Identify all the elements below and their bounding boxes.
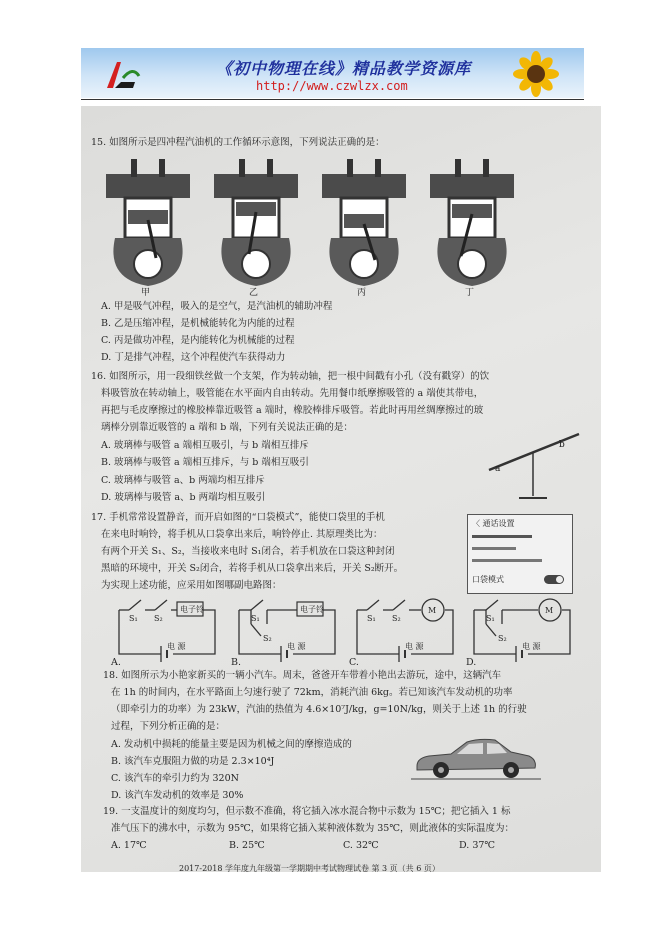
q16-line-1: 16. 如图所示，用一段细铁丝做一个支架，作为转动轴，把一根中间戳有小孔（没有戳穿）的饮 [91,371,490,382]
q17-line-5: 为实现上述功能，应采用如图哪副电路图： [101,580,282,591]
q18-line-2: 在 1h 的时间内，在水平路面上匀速行驶了 72km，消耗汽油 6kg。若已知该汽车发动机的功率 [111,687,513,698]
q18-option-c: C. 该汽车的牵引力约为 320N [111,773,239,784]
q19-option-b: B. 25℃ [229,840,265,851]
q17-line-4: 黑暗的环境中，开关 S₂闭合，若将手机从口袋拿出来后，开关 S₂断开。 [101,563,404,574]
q19-option-a: A. 17℃ [111,840,147,851]
circuit-b-power: 电 源 [287,642,306,651]
circuit-d [466,596,576,662]
engine-label-yi: 乙 [249,288,259,298]
header-rule [81,99,584,100]
engine-yi-icon [214,159,298,286]
circuit-d-motor: M [545,606,554,615]
phone-pocket-mode-label: 口袋模式 [472,575,504,584]
phone-line [472,559,542,562]
q17-line-1: 17. 手机常常设置静音，而开启如图的“口袋模式”，能使口袋里的手机 [91,512,385,523]
q19-line-1: 19. 一支温度计的刻度均匀，但示数不准确，将它插入冰水混合物中示数为 15℃；把它插入 1 标 [103,806,511,817]
q15-option-a: A. 甲是吸气冲程，吸入的是空气，是汽油机的辅助冲程 [101,301,333,312]
q18-option-b: B. 该汽车克服阻力做的功是 2.3×10⁴J [111,756,275,767]
phone-settings-screen [467,514,573,594]
phone-line [472,535,532,538]
circuit-d-s2: S₂ [498,634,507,643]
circuit-b [231,596,341,662]
site-logo-icon [103,58,141,92]
q15-option-d: D. 丁是排气冲程，这个冲程使汽车获得动力 [101,352,286,363]
banner-url[interactable]: http://www.czwlzx.com [256,79,408,93]
sunflower-icon [506,50,566,97]
pocket-mode-toggle[interactable] [544,575,564,584]
engine-label-jia: 甲 [141,288,151,298]
page-footer: 2017-2018 学年度九年级第一学期期中考试物理试卷 第 3 页（共 6 页） [179,864,440,872]
car-icon [411,732,541,782]
engine-jia-icon [106,159,190,286]
q19-line-2: 准气压下的沸水中，示数为 95℃，如果将它插入某种液体数为 35℃，则此液体的实际温度为： [111,823,514,834]
phone-back-label: 〈 通话设置 [472,519,515,528]
q18-line-1: 18. 如图所示为小艳家新买的一辆小汽车。周末，爸爸开车带着小艳出去游玩，途中，这辆汽车 [103,670,502,681]
circuit-a-s1: S₁ [129,614,138,623]
q19-option-c: C. 32℃ [343,840,379,851]
q15-option-c: C. 丙是做功冲程，是内能转化为机械能的过程 [101,335,295,346]
q17-line-2: 在来电时响铃，将手机从口袋拿出来后，响铃停止. 其原理类比为： [101,529,383,540]
q18-option-d: D. 该汽车发动机的效率是 30% [111,790,244,801]
q17-line-3: 有两个开关 S₁、S₂，当接收来电时 S₁闭合，若手机放在口袋这种封闭 [101,546,395,557]
circuit-c-power: 电 源 [405,642,424,651]
circuit-c-s1: S₁ [367,614,376,623]
engine-bing-icon [322,159,406,286]
circuit-d-letter: D. [466,657,477,668]
circuit-c-letter: C. [349,657,359,668]
circuit-c [349,596,459,662]
engine-label-bing: 丙 [357,288,367,298]
circuit-b-s1: S₁ [251,614,260,623]
circuit-a [111,596,221,662]
q16-line-2: 料吸管放在转动轴上，吸管能在水平面内自由转动。先用餐巾纸摩擦吸管的 a 端使其带电， [101,388,484,399]
q18-option-a: A. 发动机中损耗的能量主要是因为机械之间的摩擦造成的 [111,739,352,750]
q15-option-b: B. 乙是压缩冲程，是机械能转化为内能的过程 [101,318,295,329]
engine-ding-icon [430,159,514,286]
circuit-b-s2: S₂ [263,634,272,643]
engine-label-ding: 丁 [465,288,475,298]
straw-label-a: a [495,464,501,474]
q16-option-d: D. 玻璃棒与吸管 a、b 两端均相互吸引 [101,492,266,503]
site-banner [81,48,584,98]
straw-label-b: b [559,440,565,450]
phone-line [472,547,516,550]
circuit-a-s2: S₂ [154,614,163,623]
engine-diagrams [101,154,521,294]
circuit-c-s2: S₂ [392,614,401,623]
circuit-b-load: 电子铃 [300,605,324,614]
q16-line-3: 再把与毛皮摩擦过的橡胶棒靠近吸管 a 端时，橡胶棒排斥吸管。若此时再用丝绸摩擦过的玻 [101,405,484,416]
exam-page-photo [81,106,601,872]
q18-line-4: 过程，下列分析正确的是： [111,721,226,732]
q19-option-d: D. 37℃ [459,840,496,851]
circuit-d-power: 电 源 [522,642,541,651]
circuit-c-motor: M [428,606,437,615]
circuit-b-letter: B. [231,657,242,668]
q16-option-b: B. 玻璃棒与吸管 a 端相互排斥，与 b 端相互吸引 [101,457,309,468]
q18-line-3: （即牵引力的功率）为 23kW，汽油的热值为 4.6×10⁷J/kg，g=10N/kg，则关于上述 1h 的行驶 [111,704,527,715]
q16-option-a: A. 玻璃棒与吸管 a 端相互吸引，与 b 端相互排斥 [101,440,309,451]
banner-title: 《初中物理在线》精品教学资源库 [216,59,472,78]
circuit-d-s1: S₁ [486,614,495,623]
circuit-a-load: 电子铃 [180,605,204,614]
circuit-a-letter: A. [111,657,121,668]
circuit-a-power: 电 源 [167,642,186,651]
q16-option-c: C. 玻璃棒与吸管 a、b 两端均相互排斥 [101,475,265,486]
q15-stem: 15. 如图所示是四冲程汽油机的工作循环示意图，下列说法正确的是： [91,137,385,148]
q16-line-4: 璃棒分别靠近吸管的 a 端和 b 端，下列有关说法正确的是： [101,422,353,433]
